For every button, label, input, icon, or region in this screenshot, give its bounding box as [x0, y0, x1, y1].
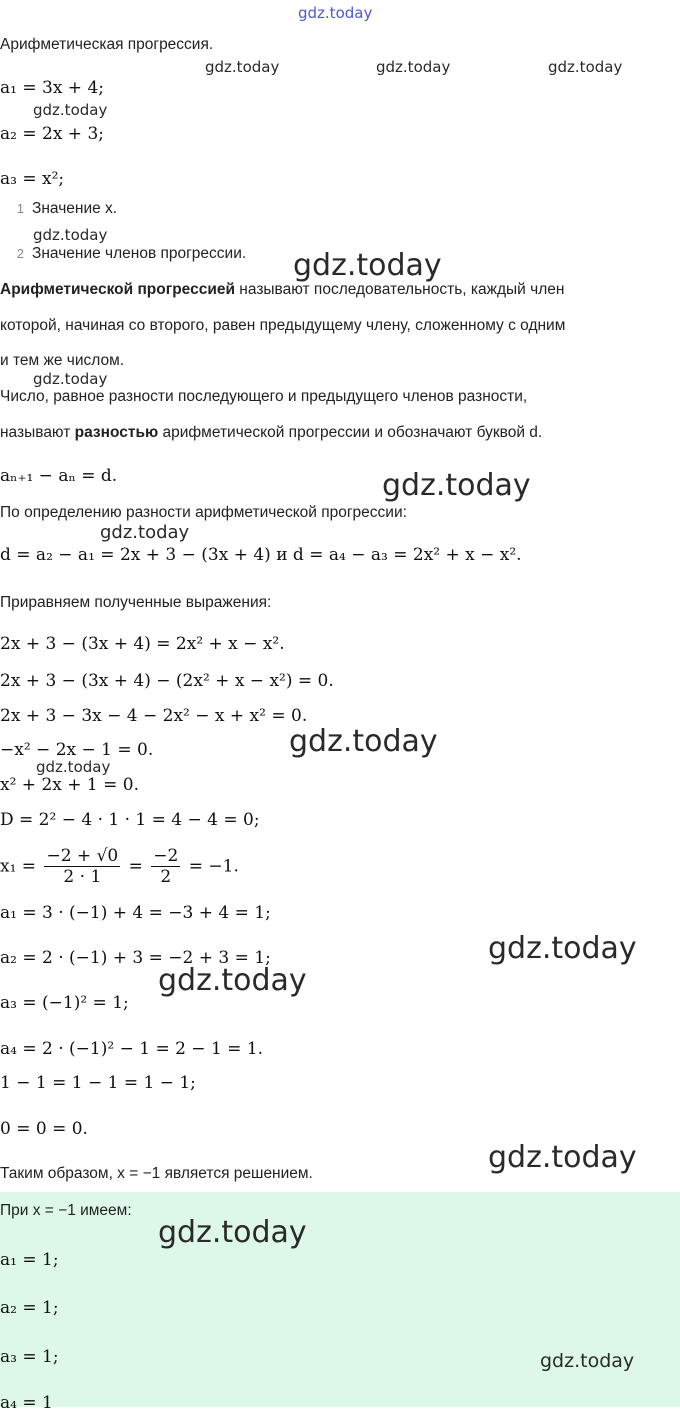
discriminant: D = 2² − 4 · 1 · 1 = 4 − 4 = 0; [0, 810, 260, 830]
definition-term: Арифметической прогрессией [0, 281, 235, 298]
given-a1: a₁ = 3x + 4; [0, 78, 105, 98]
answer-item: a₄ = 1 [0, 1393, 53, 1413]
watermark: gdz.today [293, 248, 442, 283]
check-step: a₂ = 2 · (−1) + 3 = −2 + 3 = 1; [0, 948, 271, 968]
solution-text: По определению разности арифметической прогрессии: [0, 504, 407, 521]
task-text: Значение членов прогрессии. [32, 245, 247, 262]
task-number: 1 [16, 201, 24, 216]
watermark: gdz.today [376, 58, 451, 76]
watermark: gdz.today [540, 1350, 635, 1372]
watermark: gdz.today [33, 101, 108, 119]
given-a2: a₂ = 2x + 3; [0, 124, 105, 144]
definition-line: Число, равное разности последующего и предыдущего членов разности, [0, 388, 528, 405]
watermark: gdz.today [158, 1215, 307, 1250]
watermark: gdz.today [33, 226, 108, 244]
task-number: 2 [16, 246, 24, 261]
solution-text: Приравняем полученные выражения: [0, 594, 272, 611]
task-text: Значение x. [32, 200, 118, 217]
answer-item: a₃ = 1; [0, 1347, 59, 1367]
check-step: a₃ = (−1)² = 1; [0, 993, 129, 1013]
watermark: gdz.today [33, 370, 108, 388]
watermark: gdz.today [289, 724, 438, 759]
difference-formula: aₙ₊₁ − aₙ = d. [0, 466, 118, 486]
watermark: gdz.today [298, 4, 373, 22]
watermark: gdz.today [205, 58, 280, 76]
answer-item: a₂ = 1; [0, 1298, 59, 1318]
equation-step: 2x + 3 − (3x + 4) − (2x² + x − x²) = 0. [0, 671, 334, 691]
watermark: gdz.today [488, 931, 637, 966]
fraction: $\frac{-2}{2}$ [153, 846, 179, 887]
d-expression: d = a₂ − a₁ = 2x + 3 − (3x + 4) и d = a₄ − a₃ = 2x² + x − x². [0, 545, 522, 565]
check-step: 1 − 1 = 1 − 1 = 1 − 1; [0, 1073, 196, 1093]
answer-highlight [0, 1192, 680, 1407]
given-a3: a₃ = x²; [0, 169, 65, 189]
check-step: a₄ = 2 · (−1)² − 1 = 2 − 1 = 1. [0, 1039, 264, 1059]
equation-step: x² + 2x + 1 = 0. [0, 775, 139, 795]
watermark: gdz.today [488, 1140, 637, 1175]
fraction: $\frac{-2 + √0}{2 \cdot 1}$ [46, 846, 119, 887]
watermark: gdz.today [100, 522, 190, 543]
definition-line: и тем же числом. [0, 352, 125, 369]
answer-item: a₁ = 1; [0, 1250, 59, 1270]
equation-step: 2x + 3 − (3x + 4) = 2x² + x − x². [0, 634, 285, 654]
definition-line: называют разностью арифметической прогрессии и обозначают буквой d. [0, 424, 543, 441]
check-step: a₁ = 3 · (−1) + 4 = −3 + 4 = 1; [0, 903, 271, 923]
definition-line: Арифметической прогрессией называют последовательность, каждый член [0, 281, 565, 298]
watermark: gdz.today [158, 963, 307, 998]
problem-title: Арифметическая прогрессия. [0, 36, 214, 53]
conclusion: Таким образом, x = −1 является решением. [0, 1165, 313, 1182]
watermark: gdz.today [36, 758, 111, 776]
answer-intro: При x = −1 имеем: [0, 1202, 132, 1219]
definition-line: которой, начиная со второго, равен предыдущему члену, сложенному с одним [0, 317, 566, 334]
task-item [0, 200, 117, 218]
equation-step: 2x + 3 − 3x − 4 − 2x² − x + x² = 0. [0, 706, 308, 726]
task-item [0, 245, 246, 263]
check-step: 0 = 0 = 0. [0, 1119, 88, 1139]
watermark: gdz.today [548, 58, 623, 76]
definition-term: разностью [74, 424, 159, 441]
watermark: gdz.today [382, 468, 531, 503]
root-formula: x₁ = $\frac{-2 + √0}{2 \cdot 1}$ = $\frac{-2}{2}$ = −1. [0, 846, 239, 887]
equation-step: −x² − 2x − 1 = 0. [0, 740, 154, 760]
